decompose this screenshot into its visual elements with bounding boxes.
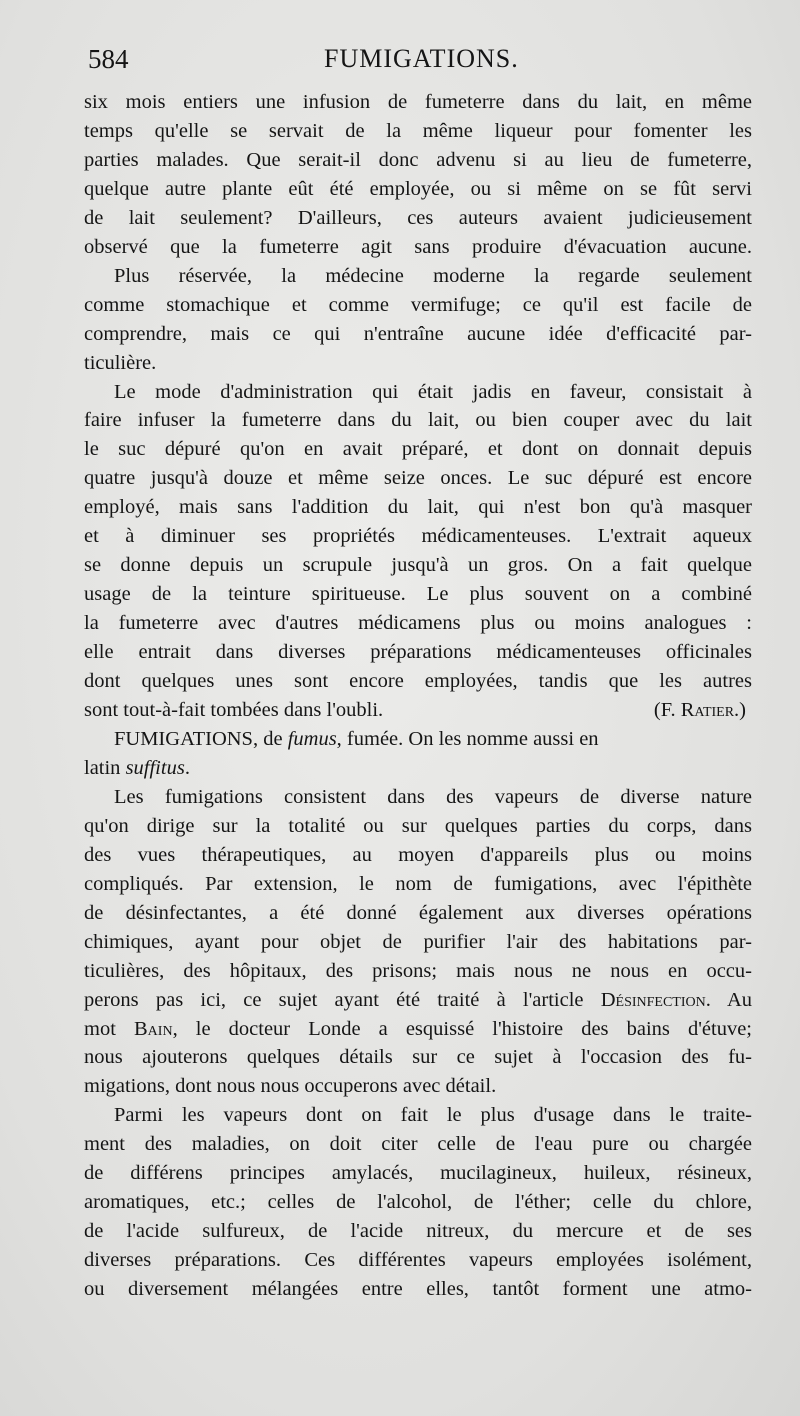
text-line: et à diminuer ses propriétés médicamenteuses. L'extrait aqueux [84, 525, 752, 548]
text-line: comprendre, mais ce qui n'entraîne aucune idée d'efficacité par- [84, 322, 752, 345]
text-line-part: , fumée. On les nomme aussi en [336, 727, 599, 750]
text-line: quatre jusqu'à douze et même seize onces. Le suc dépuré est encore [84, 467, 752, 490]
cross-reference: Bain [134, 1017, 173, 1040]
text-line: Les fumigations consistent dans des vapeurs de diverse nature [114, 785, 752, 808]
author-signature: (F. Ratier.) [653, 699, 746, 722]
text-line: ticulières, des hôpitaux, des prisons; mais nous ne nous en occu- [84, 959, 752, 982]
text-line: ticulière. [84, 351, 157, 374]
text-line: le suc dépuré qu'on en avait préparé, et dont on donnait depuis [84, 438, 752, 461]
text-line: ment des maladies, on doit citer celle de l'eau pure ou chargée [84, 1133, 752, 1156]
text-line [84, 754, 752, 783]
page-number: 584 [88, 44, 129, 74]
text-line: quelque autre plante eût été employée, ou si même on se fût servi [84, 177, 752, 200]
running-title: FUMIGATIONS. [324, 44, 519, 73]
text-line-part: mot [84, 1017, 116, 1040]
body-text [84, 88, 752, 1304]
text-line-part: . Au [705, 988, 752, 1011]
entry-heading-line [84, 725, 752, 754]
page-header [88, 44, 752, 80]
text-line: nous ajouterons quelques détails sur ce sujet à l'occasion des fu- [84, 1046, 752, 1069]
text-line: des vues thérapeutiques, au moyen d'appareils plus ou moins [84, 843, 752, 866]
text-line: qu'on dirige sur la totalité ou sur quelques parties du corps, dans [84, 814, 752, 837]
text-line: de lait seulement? D'ailleurs, ces auteurs avaient judicieusement [84, 206, 752, 229]
text-line: chimiques, ayant pour objet de purifier l'air des habitations par- [84, 930, 752, 953]
text-line: aromatiques, etc.; celles de l'alcohol, de l'éther; celle du chlore, [84, 1191, 752, 1214]
latin-term: fumus [287, 727, 337, 750]
text-line: observé que la fumeterre agit sans produire d'évacuation aucune. [84, 235, 752, 258]
text-line: comme stomachique et comme vermifuge; ce qu'il est facile de [84, 293, 752, 316]
text-line: la fumeterre avec d'autres médicamens plus ou moins analogues : [84, 612, 752, 635]
text-line-part: perons pas ici, ce sujet ayant été traité à l'article [84, 988, 584, 1011]
text-line: Plus réservée, la médecine moderne la regarde seulement [114, 264, 752, 287]
text-line-part: sont tout-à-fait tombées dans l'oubli. [84, 699, 384, 722]
text-line: employé, mais sans l'addition du lait, qui n'est bon qu'à masquer [84, 496, 752, 519]
text-line: de différens principes amylacés, mucilagineux, huileux, résineux, [84, 1162, 752, 1185]
text-line: diverses préparations. Ces différentes vapeurs employées isolément, [84, 1249, 752, 1272]
text-line: compliqués. Par extension, le nom de fumigations, avec l'épithète [84, 872, 752, 895]
text-line-part: . [184, 756, 190, 779]
text-line: usage de la teinture spiritueuse. Le plus souvent on a combiné [84, 583, 752, 606]
text-line: parties malades. Que serait-il donc advenu si au lieu de fumeterre, [84, 148, 752, 171]
text-line: de l'acide sulfureux, de l'acide nitreux, du mercure et de ses [84, 1220, 752, 1243]
text-line: six mois entiers une infusion de fumeterre dans du lait, en même [84, 91, 752, 113]
text-line: temps qu'elle se servait de la même liqueur pour fomenter les [84, 119, 752, 142]
text-line: Parmi les vapeurs dont on fait le plus d'usage dans le traite- [114, 1104, 752, 1127]
text-line: se donne depuis un scrupule jusqu'à un gros. On a fait quelque [84, 554, 752, 577]
text-line: dont quelques unes sont encore employées, tandis que les autres [84, 670, 752, 693]
text-line: elle entrait dans diverses préparations médicamenteuses officinales [84, 641, 752, 664]
text-line: faire infuser la fumeterre dans du lait, ou bien couper avec du lait [84, 409, 752, 432]
text-line: Le mode d'administration qui était jadis en faveur, consistait à [114, 380, 752, 403]
text-line [84, 1015, 752, 1044]
text-line-part: , le docteur Londe a esquissé l'histoire des bains d'étuve; [172, 1017, 752, 1040]
text-line-part: latin [84, 756, 121, 779]
entry-heading: FUMIGATIONS, de [114, 727, 283, 750]
text-line: migations, dont nous nous occuperons avec détail. [84, 1075, 497, 1098]
latin-term: suffitus [125, 756, 185, 779]
text-line: ou diversement mélangées entre elles, tantôt forment une atmo- [84, 1278, 752, 1301]
text-line [84, 986, 752, 1015]
cross-reference: Désinfection [600, 988, 706, 1011]
text-line: de désinfectantes, a été donné également aux diverses opérations [84, 901, 752, 924]
text-line [84, 696, 752, 725]
